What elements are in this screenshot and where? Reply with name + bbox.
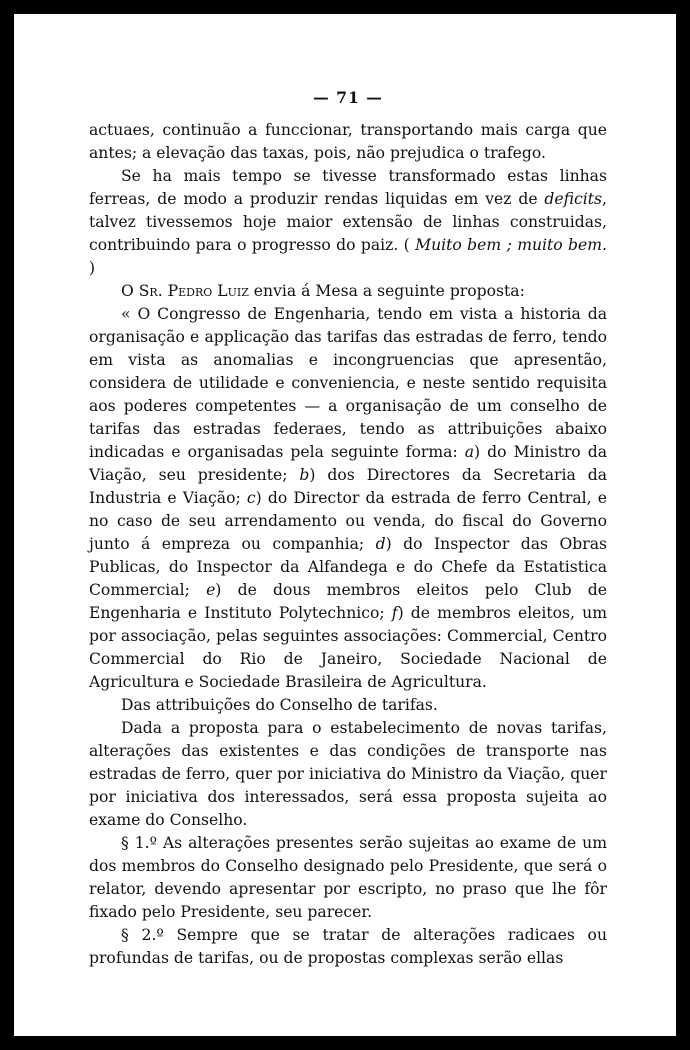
text-run: « O Congresso de Engenharia, tendo em vista a historia da organisação e applicação das tarifas das estradas de ferro, tendo em vista as anomalias e incongruencias que apresentão, considera de utilidade e conveniencia, e neste sentido requisita aos poderes competentes — a organisação de um conselho de tarifas das estradas federaes, tendo as attribuições abaixo indicadas e organisadas pela seguinte forma: — [89, 305, 607, 461]
text-run: ) dos Directores da Secretaria da Industria e Viação; — [89, 466, 607, 507]
paragraph-8: § 2.º Sempre que se tratar de alterações radicaes ou profundas de tarifas, ou de propostas complexas serão ellas — [89, 926, 607, 967]
item-letter: e — [206, 581, 216, 599]
paragraph-7: § 1.º As alterações presentes serão sujeitas ao exame de um dos membros do Conselho designado pelo Presidente, que será o relator, devendo apresentar por escripto, no praso que lhe fôr fixado pelo Presidente, seu parecer. — [89, 834, 607, 921]
italic-remark: Muito bem ; muito bem. — [415, 236, 607, 254]
text-run: ) do Inspector das Obras Publicas, do Inspector da Alfandega e do Chefe da Estatistica Commercial; — [89, 535, 608, 599]
text-run: Se ha mais tempo se tivesse transformado estas linhas ferreas, de modo a produzir rendas liquidas em vez de — [89, 167, 607, 208]
text-run: ) do Director da estrada de ferro Central, e no caso de seu arrendamento ou venda, do fiscal do Governo junto á empreza ou companhia; — [89, 489, 607, 553]
item-letter: c — [246, 489, 256, 507]
italic-term: deficits — [544, 190, 603, 208]
text-run: O — [121, 282, 139, 300]
item-letter: a — [464, 443, 475, 461]
text-run: , talvez tivessemos hoje maior extensão de linhas construidas, contribuindo para o progresso do paiz. ( — [89, 190, 607, 254]
text-run: ) de dous membros eleitos pelo Club de Engenharia e Instituto Polytechnico; — [89, 581, 607, 622]
text-run: ) de membros eleitos, um por associação, pelas seguintes associações: Commercial, Centro Commercial do Rio de Janeiro, Sociedade Nacional de Agricultura e Sociedade Brasileira de Agricultura. — [89, 604, 607, 691]
paragraph-proposal — [89, 303, 607, 694]
paragraph-6: Dada a proposta para o estabelecimento de novas tarifas, alterações das existentes e das condições de transporte nas estradas de ferro, quer por iniciativa do Ministro da Viação, quer por iniciativa dos interessados, será essa proposta sujeita ao exame do Conselho. — [89, 719, 607, 829]
paragraph-2 — [89, 165, 607, 280]
section-heading: Das attribuições do Conselho de tarifas. — [121, 696, 438, 714]
item-letter: d — [375, 535, 386, 553]
page-text — [89, 86, 607, 970]
speaker-name: Sr. Pedro Luiz — [138, 282, 249, 300]
paragraph-3 — [89, 280, 607, 303]
book-page — [14, 14, 676, 1036]
text-run: ) do Ministro da Viação, seu presidente; — [89, 443, 607, 484]
page-number: — 71 — — [313, 88, 383, 107]
item-letter: f — [391, 604, 398, 622]
text-run: ) — [89, 259, 96, 277]
text-run: envia á Mesa a seguinte proposta: — [248, 282, 525, 300]
item-letter: b — [299, 466, 310, 484]
paragraph-1: actuaes, continuão a funccionar, transportando mais carga que antes; a elevação das taxas, pois, não prejudica o trafego. — [89, 121, 607, 162]
